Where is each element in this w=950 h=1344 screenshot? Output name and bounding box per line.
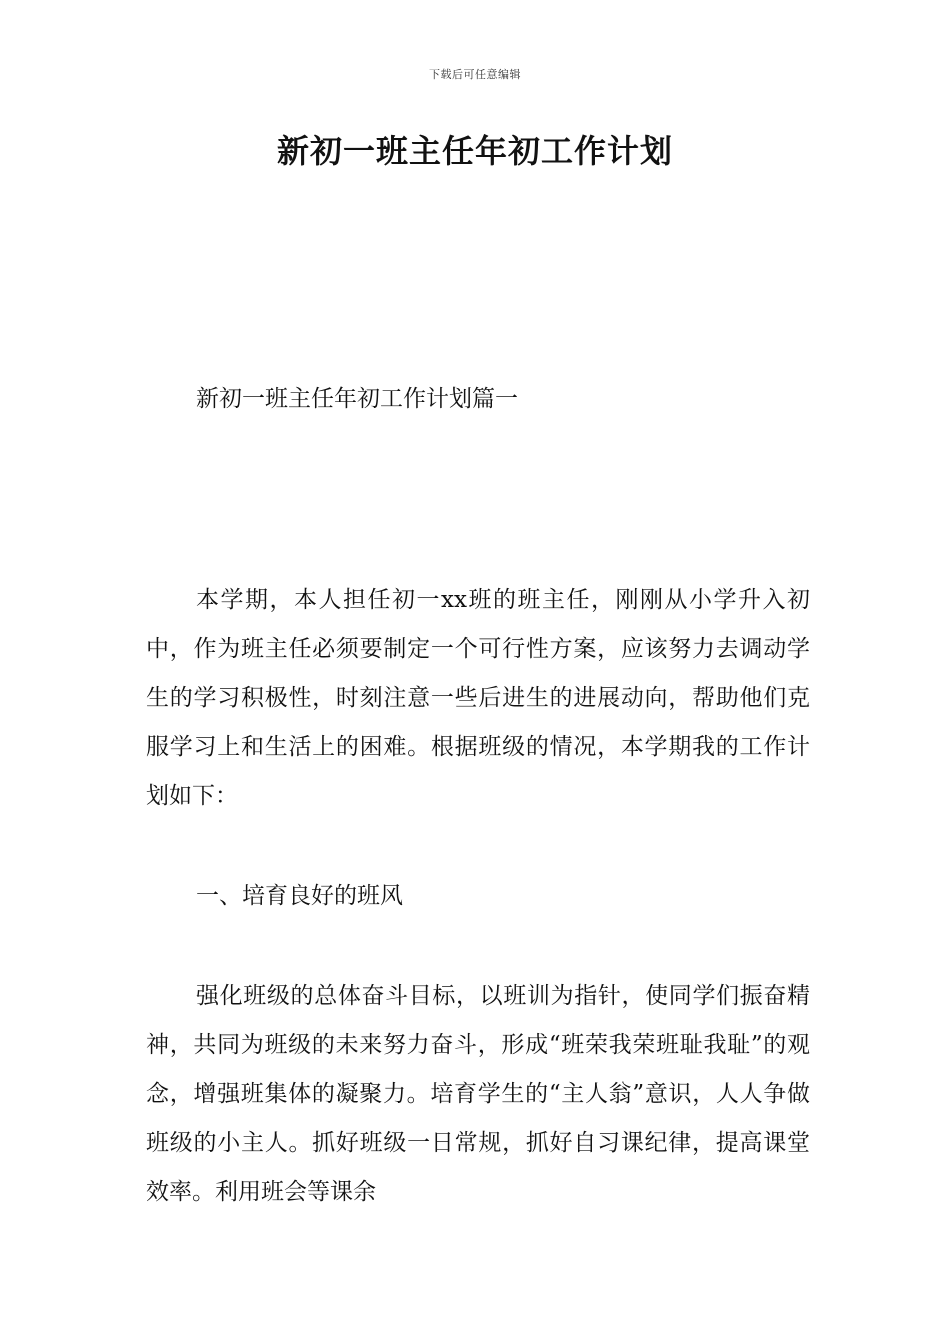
paragraph-intro: 本学期，本人担任初一xx班的班主任，刚刚从小学升入初中，作为班主任必须要制定一个可行性方案，应该努力去调动学生的学习积极性，时刻注意一些后进生的进展动向，帮助他们克服学习上和生活上的困难。根据班级的情况，本学期我的工作计划如下： (146, 587, 810, 809)
document-title: 新初一班主任年初工作计划 (276, 132, 673, 170)
header-note: 下载后可任意编辑 (429, 68, 521, 81)
section-heading-1: 一、培育良好的班风 (196, 883, 403, 909)
document-subtitle: 新初一班主任年初工作计划篇一 (196, 386, 518, 412)
paragraph-class-culture: 强化班级的总体奋斗目标，以班训为指针，使同学们振奋精神，共同为班级的未来努力奋斗，形成“班荣我荣班耻我耻”的观念，增强班集体的凝聚力。培育学生的“主人翁”意识，人人争做班级的小主人。抓好班级一日常规，抓好自习课纪律，提高课堂效率。利用班会等课余 (146, 983, 810, 1205)
